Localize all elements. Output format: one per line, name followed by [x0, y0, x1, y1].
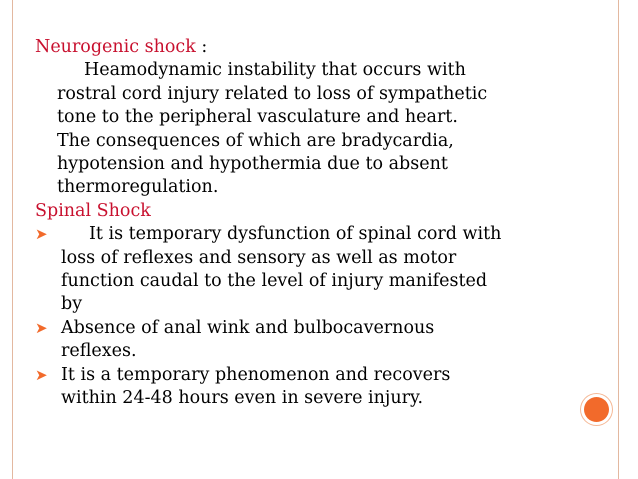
bullet-line: loss of reflexes and sensory as well as motor	[61, 247, 457, 268]
bullet-line: function caudal to the level of injury manifested	[61, 271, 488, 292]
neurogenic-paragraph	[35, 59, 595, 199]
arrow-right-bullet-icon: ➤	[35, 365, 48, 384]
bullet-line: by	[61, 294, 83, 315]
neurogenic-colon: :	[195, 37, 208, 57]
paragraph-line: Heamodynamic instability that occurs with	[84, 60, 466, 81]
paragraph-line: The consequences of which are bradycardia,	[57, 130, 454, 151]
paragraph-line: tone to the peripheral vasculature and heart.	[57, 107, 458, 128]
bullet-item	[35, 317, 595, 364]
bullet-line: within 24-48 hours even in severe injury.	[61, 388, 424, 409]
slide-content	[35, 36, 595, 411]
bullet-line: It is a temporary phenomenon and recovers	[61, 364, 451, 385]
bullet-line: Absence of anal wink and bulbocavernous	[61, 317, 435, 338]
bullet-line: reflexes.	[61, 341, 137, 362]
paragraph-line: rostral cord injury related to loss of sympathetic	[57, 83, 488, 104]
neurogenic-heading-line	[35, 36, 595, 59]
spinal-heading: Spinal Shock	[35, 200, 151, 221]
arrow-right-bullet-icon: ➤	[35, 225, 48, 244]
bullet-item	[35, 223, 595, 317]
paragraph-line: hypotension and hypothermia due to absent	[57, 154, 448, 175]
bullet-item	[35, 364, 595, 411]
paragraph-line: thermoregulation.	[57, 177, 219, 198]
arrow-right-bullet-icon: ➤	[35, 318, 48, 337]
neurogenic-heading: Neurogenic shock	[35, 37, 196, 57]
bullet-line: It is temporary dysfunction of spinal cord with	[89, 224, 502, 245]
